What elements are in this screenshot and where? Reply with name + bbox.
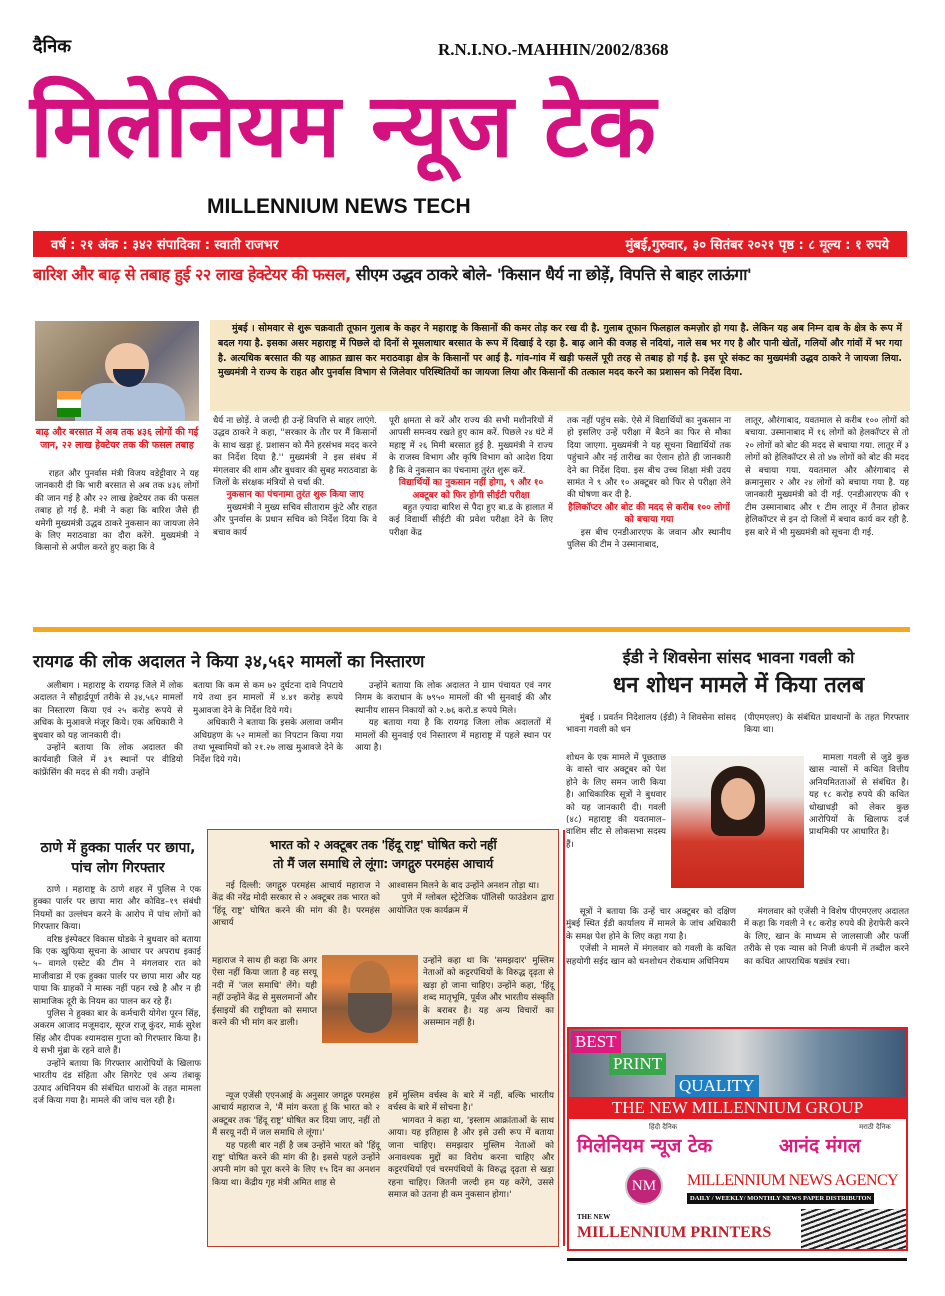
subhead-students: विद्यार्थियों का नुकसान नहीं होगा, ९ और १० अक्टूबर को फिर होगी सीईटी परीक्षा (398, 478, 544, 501)
newspaper-title-english: MILLENNIUM NEWS TECH (207, 195, 471, 218)
page-bottom-rule (567, 1258, 907, 1261)
rni-number: R.N.I.NO.-MAHHIN/2002/8368 (438, 40, 669, 59)
ad-marathi-daily-label: मराठी दैनिक (859, 1123, 891, 1131)
issue-volume-editor: वर्ष : २१ अंक : ३४२ संपादिका : स्वाती राजभर (51, 238, 279, 253)
ad-printers-name: MILLENNIUM PRINTERS (577, 1224, 772, 1241)
lead-column-1 (35, 468, 199, 555)
hindu-col2-bottom-text: हमें मुस्लिम वर्चस्व के बारे में नहीं, बल्कि भारतीय वर्चस्व के बारे में सोचना है।' (388, 1091, 554, 1114)
ad-tag-best: BEST (571, 1031, 621, 1053)
ed-bottom-left-text: सूत्रों ने बताया कि उन्हें चार अक्टूबर को दक्षिण मुंबई स्थित ईडी कार्यालय में मामले के जांच अधिकारी के समक्ष पेश होने के लिए कहा गया है। (566, 907, 736, 942)
ed-top-left-text: मुंबई । प्रवर्तन निदेशालय (ईडी) ने शिवसेना सांसद भावना गवली को धन (566, 713, 736, 736)
uddhav-photo (35, 321, 199, 421)
nm-logo-icon: NM (625, 1167, 663, 1205)
ad-paper-millennium: मिलेनियम न्यूज टेक (577, 1135, 713, 1157)
subhead-helicopter: हैलिकॉप्टर और बोट की मदद से करीब १०० लोगों को बचाया गया (568, 502, 730, 526)
ed-right-wrap (809, 752, 909, 839)
hindu-col2-top (388, 880, 554, 917)
hindu-col1-bottom-text: न्यूज एजेंसी एएनआई के अनुसार जगद्गुरु परमहंस आचार्य महाराज ने, 'मैं मांग करता हूं कि भारत को २ अक्टूबर तक 'हिंदू राष्ट्र' घोषित कर दिया जाए, नहीं तो मैं सरयू नदी में जल समाधि ले लूंगा।' (212, 1091, 380, 1139)
thane-p4: उन्होंने बताया कि गिरफ्तार आरोपियों के खिलाफ भारतीय दंड संहिता और सिगरेट एवं अन्य तंबाकू उत्पाद अधिनियम की संबंधित धाराओं के तहत मामला दर्ज किया गया है। मामले की जांच चल रही है। (33, 1058, 201, 1106)
ad-printers-prefix: THE NEW (577, 1213, 611, 1221)
lead-intro-box (210, 320, 910, 411)
ed-bottom-right-text: मंगलवार को एजेंसी ने विशेष पीएमएलए अदालत में कहा कि गवली ने १८ करोड़ रुपये की हेराफेरी करने के लिए, खान के माध्यम से जालसाजी और फर्जी तरीके से एक न्यास को निजी कंपनी में तब्दील करने का कथित आपराधिक षड्यंत्र रचा। (744, 907, 909, 967)
ed-bottom-right (744, 906, 909, 968)
hindu-col1-top (212, 880, 380, 930)
lead-headline[interactable] (33, 264, 910, 286)
ed-left-wrap (566, 752, 666, 851)
ed-bottom-left2-text: एजेंसी ने मामले में मंगलवार को गवली के कथित सहयोगी सईद खान को धनशोधन रोकथाम अधिनियम (566, 944, 736, 967)
subhead-panchnama: नुकसान का पंचनामा तुरंत शुरू किया जाए (226, 490, 364, 501)
section-divider (33, 627, 910, 632)
thane-p2: वरिष्ठ इंस्पेक्टर विकास घोडके ने बुधवार को बताया कि एक खुफिया सूचना के आधार पर अपराध इकाई ५– वागले एस्टेट की टीम ने मंगलवार रात को माजीवाडा में एक हुक्का पार्लर पर छापा मारा और यह पाया कि ग्राहकों ने मास्क नहीं पहन रखे है और न ही सामाजिक दूरी के नियम का पालन कर रहे हैं। (33, 934, 201, 1007)
lead-column-5 (745, 415, 909, 539)
ed-bottom-left (566, 906, 736, 968)
ed-headline-line1: ईडी ने शिवसेना सांसद भावना गवली को (622, 648, 855, 667)
acharya-photo (322, 955, 418, 1043)
photo-beard (348, 993, 392, 1033)
hindu-rashtra-headline-line1: भारत को २ अक्टूबर तक 'हिंदू राष्ट्र' घोषित करो नहीं (269, 837, 497, 852)
thane-p1: ठाणे । महाराष्ट्र के ठाणे शहर में पुलिस ने एक हुक्का पार्लर पर छापा मारा और कोविड–१९ संबंधी नियमों का उल्लंघन करने के आरोप में पांच लोगों को गिरफ्तार किया। (33, 885, 201, 933)
newspaper-title-hindi: मिलेनियम न्यूज टेक (30, 74, 656, 177)
hindu-rashtra-headline[interactable] (208, 835, 558, 873)
ed-top-left (566, 712, 736, 737)
thane-p3: पुलिस ने हुक्का बार के कर्मचारी योगेश पूरन सिंह, अकरम आजाद मजूमदार, सूरज राजू कुंदर, मार्क सुरेश सिंह और दीपक श्यामदास गुप्ता को गिरफ्तार किया है। ये सभी मुंब्रा के रहने वाले हैं। (33, 1009, 201, 1057)
hindu-col1-wrap (212, 955, 317, 1029)
lead-column-3 (389, 415, 553, 539)
hindu-col1-bottom (212, 1090, 380, 1189)
ad-tag-quality: QUALITY (675, 1075, 759, 1097)
ad-agency-name: MILLENNIUM NEWS AGENCY (687, 1172, 899, 1189)
lead-col2b-text: मुख्यमंत्री ने मुख्य सचिव सीताराम कुंटे और राहत और पुनर्वास के प्रधान सचिव को निर्देश दिया कि वे बचाव कार्य (213, 502, 377, 538)
lead-column-2 (213, 415, 377, 539)
photo-face (721, 778, 755, 820)
raigad-col1b-text: उन्होंने बताया कि लोक अदालत की कार्यवाही जिले में ३९ स्थानों पर वीडियो कांफ्रेंसिंग की मदद से की गयी। उन्होंने (33, 743, 183, 778)
lead-headline-red: बारिश और बाढ़ से तबाह हुई २२ लाख हेक्टेयर की फसल, (33, 265, 351, 284)
ad-paper-anand-mangal: आनंद मंगल (779, 1135, 861, 1157)
raigad-column-2 (193, 680, 343, 767)
photo-figure-shirt (75, 383, 185, 421)
hindu-col2-wrap-text: उन्होंने कहा था कि 'समझदार' मुस्लिम नेताओं को कट्टरपंथियों के विरुद्ध दृढ़ता से खड़ा हो जाना चाहिए। उन्होंने कहा, 'हिंदू शब्द मातृभूमि, पूर्वज और भारतीय संस्कृति के बराबर है। यह अन्य विचारों का असम्मान नहीं है। (423, 956, 554, 1029)
lead-photo-caption: बाढ़ और बरसात में अब तक ४३६ लोगों की गई जान, २२ लाख हेक्टेयर तक की फसल तबाह (35, 427, 199, 451)
hindu-col2-bottom (388, 1090, 554, 1202)
lead-headline-black: सीएम उद्धव ठाकरे बोले- 'किसान धैर्य ना छोड़ें, विपत्ति से बाहर लाऊंगा' (350, 265, 752, 284)
column-rule (563, 830, 565, 1246)
hindu-col2-top2-text: पुणे में ग्लोबल स्ट्रेटेजिक पॉलिसी फाउंडेशन द्वारा आयोजित एक कार्यक्रम में (388, 893, 554, 916)
ed-top-right-text: (पीएमएलए) के संबंधित प्रावधानों के तहत गिरफ्तार किया था। (744, 713, 909, 736)
ed-top-right (744, 712, 909, 737)
lead-col3b-text: बहुत ज़्यादा बारिश से पैदा हुए बा.ढ के हालात में कई विद्यार्थी सीईटी की प्रवेश परीक्षा देने के लिए परीक्षा केंद्र (389, 503, 553, 538)
issue-date-price: मुंबई,गुरुवार, ३० सितंबर २०२१ पृष्ठ : ८ मूल्य : १ रुपये (625, 238, 889, 253)
raigad-col2b-text: अधिकारी ने बताया कि इसके अलावा जमीन अधिग्रहण के ५२ मामलों का निपटान किया गया तथा भूस्वामियों को २१.२७ लाख मुआवजे देने के निर्देश दिये गये। (193, 718, 343, 766)
newspaper-roll-image (801, 1209, 906, 1249)
hindu-col2-wrap (423, 955, 554, 1029)
raigad-col1-text: अलीबाग । महाराष्ट्र के रायगढ़ जिले में लोक अदालत ने सौहार्द्रपूर्ण तरीके से ३४,५६२ मामलों का निस्तारण किया एवं २५ करोड़ रूपये से अधिक के मुआवजे मंजूर किये। एक अधिकारी ने बुधवार को यह जानकारी दी। (33, 681, 183, 741)
raigad-col3b-text: यह बताया गया है कि रायगढ़ जिला लोक अदालतों में मामलों की सुनवाई एवं निस्तारण में महाराष्ट्र में पहले स्थान पर आया है। (355, 718, 551, 754)
hindu-col1-top-text: नई दिल्ली: जगद्गुरु परमहंस आचार्य महाराज ने केंद्र की नरेंद्र मोदी सरकार से २ अक्टूबर तक भारत को 'हिंदू राष्ट्र' घोषित करने की मांग की है। परमहंस आचार्य (212, 881, 380, 929)
india-flag-icon (57, 391, 81, 417)
raigad-column-1 (33, 680, 183, 779)
thane-headline[interactable]: ठाणे में हुक्का पार्लर पर छापा, पांच लोग गिरफ्तार (40, 840, 196, 876)
thane-body (33, 884, 201, 1107)
ad-hindi-daily-label: हिंदी दैनिक (649, 1123, 678, 1131)
issue-info-band (33, 231, 907, 257)
ad-agency-tagline: DAILY / WEEKLY/ MONTHLY NEWS PAPER DISTRIBUTON (687, 1193, 874, 1204)
hindu-col2-bottom2-text: भागवत ने कहा था, 'इस्लाम आक्रांताओं के साथ आया। यह इतिहास है और इसे उसी रूप में बताया जाना चाहिए। समझदार मुस्लिम नेताओं को अनावश्यक मुद्दों का विरोध करना चाहिए और कट्टरपंथियों एवं चरमपंथियों के विरुद्ध दृढ़ता से खड़ा रहना चाहिए। जितनी जल्दी हम यह करेंगे, उससे समाज को उतना ही कम नुकसान होगा।' (388, 1115, 554, 1201)
lead-col4-text: तक नहीं पहुंच सके. ऐसे में विद्यार्थियों का नुकसान ना हो इसलिए उन्हें परीक्षा में बैठने का फिर से मौका दिया जाएगा. मुख्यमंत्री ने यह सूचना विद्यार्थियों तक पहुंचाने और नई तारीख का ऐलान होते ही जानकारी देने का निर्देश दिया. इस बीच उच्च शिक्षा मंत्री उदय सामंत ने ९ और १० अक्टूबर को फिर से परीक्षा लेने की घोषणा कर दी है. (567, 416, 731, 501)
ed-left-wrap-text: शोधन के एक मामले में पूछताछ के वास्ते चार अक्टूबर को पेश होने के लिए समन जारी किया है। आधिकारिक सूत्रों ने बुधवार को यह जानकारी दी। गवली (४८) महाराष्ट्र की यवतमाल–वाशिम सीट से लोकसभा सदस्य हैं। (566, 753, 666, 850)
lead-column-4 (567, 415, 731, 552)
lead-col2-text: धैर्य ना छोड़ें. वे जल्दी ही उन्हें विपत्ति से बाहर लाएंगे. उद्धव ठाकरे ने कहा, ''सरकार के तौर पर मैं किसानों के साथ खड़ा हूं. प्रशासन को मैंने हरसंभव मदद करने का निर्देश दिया है.'' मुख्यमंत्री ने इस संबंध में मंगलवार की शाम और बुधवार की सुबह मराठवाडा के जिलों के संरक्षक मंत्रियों से चर्चा की. (213, 416, 377, 489)
hindu-col1-bottom2-text: यह पहली बार नहीं है जब उन्होंने भारत को 'हिंदू राष्ट्र' घोषित करने की मांग की है। इससे पहले उन्होंने अपनी मांग को पूरा करने के लिए १५ दिन का अनशन किया था। केंद्रीय गृह मंत्री अमित शाह से (212, 1140, 380, 1188)
hindu-col2-top-text: आश्वासन मिलने के बाद उन्होंने अनशन तोड़ा था। (388, 881, 540, 891)
millennium-group-advertisement[interactable] (567, 1027, 908, 1251)
raigad-headline[interactable]: रायगढ की लोक अदालत ने किया ३४,५६२ मामलों का निस्तारण (33, 652, 425, 672)
raigad-column-3 (355, 680, 551, 754)
ed-right-wrap-text: मामला गवली से जुडे कुछ खास न्यासों में कथित वित्तीय अनियमितताओं से संबंधित है। यह १८ करोड़ रुपये की कथित धोखाधड़ी को लेकर कुछ आरोपियों के खिलाफ दर्ज प्राथमिकी पर आधारित है। (809, 753, 909, 838)
ad-group-name: THE NEW MILLENNIUM GROUP (569, 1097, 906, 1119)
raigad-col2-text: बताया कि कम से कम ७२ दुर्घटना दावे निपटाये गये तथा इन मामलों में ४.४१ करोड़ रूपये मुआवजा देने के निर्देश दिये गये। (193, 681, 343, 716)
ed-headline-line2: धन शोधन मामले में किया तलब (612, 673, 865, 698)
ad-tag-print: PRINT (609, 1053, 666, 1075)
bhavana-gawali-photo (671, 756, 804, 888)
lead-col3-text: पूरी क्षमता से करें और राज्य की सभी मशीनरियों में आपसी समन्वय रखते हुए काम करें. पिछले २४ घंटे में महाष्ट्र में २६ मिमी बरसात हुई है. मुख्यमंत्री ने राज्य के राजस्व विभाग और कृषि विभाग को आदेश दिया है कि वे नुकसान का पंचनामा तुरंत शुरू करें. (389, 416, 553, 476)
lead-intro-text: मुंबई । सोमवार से शुरू चक्रवाती तूफान गुलाब के कहर ने महाराष्ट्र के किसानों की कमर तोड़ कर रख दी है. गुलाब तूफान फिलहाल कमज़ोर हो गया है. लेकिन यह अब निम्न दाब के क्षेत्र के रूप में बदल गया है. इसका असर महाराष्ट्र में पिछले दो दिनों से मूसलाधार बरसात के रूप में दिखाई दे रहा है. बाढ़ आने की वजह से नदियां, नाले सब भर गए है और पानी खेतों, गलियों और गांवों में भर गया है. अत्यधिक बरसात की यह आफ़त ख़ास कर मराठवाड़ा क्षेत्र के किसानों पर आई है. गांव-गांव में खड़ी फसलें पूरी तरह से तबाह हो गई है. इस पूरे संकट का मुख्यमंत्री उद्धव ठाकरे ने जायजा लिया. मुख्यमंत्री ने राज्य के राहत और पुनर्वास विभाग से जिलेवार परिस्थितियों का जायजा लिया और किसानों की तत्काल मदद करने का प्रशासन को निर्देश दिया. (218, 323, 902, 379)
raigad-col3-text: उन्होंने बताया कि लोक अदालत ने ग्राम पंचायत एवं नगर निगम के कराधान के ७९५० मामलों की भी सुनवाई की और स्थानीय शासन निकायों को २.७६ करो.ड रूपये मिले। (355, 681, 551, 716)
ed-headline[interactable] (566, 646, 911, 702)
hindu-rashtra-headline-line2: तो मैं जल समाधि ले लूंगा: जगद्गुरु परमहंस आचार्य (273, 856, 493, 871)
daily-label: दैनिक (33, 36, 72, 57)
hindu-col1-wrap-text: महाराज ने साथ ही कहा कि अगर ऐसा नहीं किया जाता है वह सरयू नदी में 'जल समाधि' लेंगे। यही नहीं उन्होंने केंद्र से मुसलमानों और ईसाइयों की राष्ट्रीयता को समाप्त करने की भी मांग कर डाली। (212, 956, 317, 1029)
lead-col5-text: लातूर, औरंगाबाद, यवतमाल से करीब १०० लोगों को बचाया. उस्मानाबाद में १६ लोगों को हेलकॉप्टर से तो २० लोगों को बोट की मदद से बचाया गया. लातूर में ३ लोगों को हेलिकॉप्टर से तो ४७ लोगों को बोट की मदद से बचाया गया. यवतमाल और औरंगाबाद से क्रमानुसार २ और २४ लोगों को बचाया गया है. यह जानकारी मुख्यमंत्री को दी गई. एनडीआरएफ की १ टीम उस्मानाबाद और १ टीम लातूर में तैनात होकर हेलिकॉप्टर से इन दो जिलों में बचाव कार्य कर रही है. इस बारे में भी मुख्यमंत्री को सूचना दी गई. (745, 416, 909, 538)
lead-col1-text: राहत और पुनर्वास मंत्री विजय वडेट्टीवार ने यह जानकारी दी कि भारी बरसात से अब तक ४३६ लोगों की जान गई है और २२ लाख हेक्टेयर तक की फसल तबाह हो गई है. मंत्री ने कहा कि बारिश जैसे ही थमेगी मुख्यमंत्री उद्धव ठाकरे नुकसान का जायजा लेने के लिए मराठवाडा का दौरा करेंगे. मुख्यमंत्री ने किसानो से अपील करते हुए कहा कि वे (35, 469, 199, 554)
lead-col4b-text: इस बीच एनडीआरएफ के जवान और स्थानीय पुलिस की टीम ने उस्मानाबाद, (567, 527, 731, 551)
